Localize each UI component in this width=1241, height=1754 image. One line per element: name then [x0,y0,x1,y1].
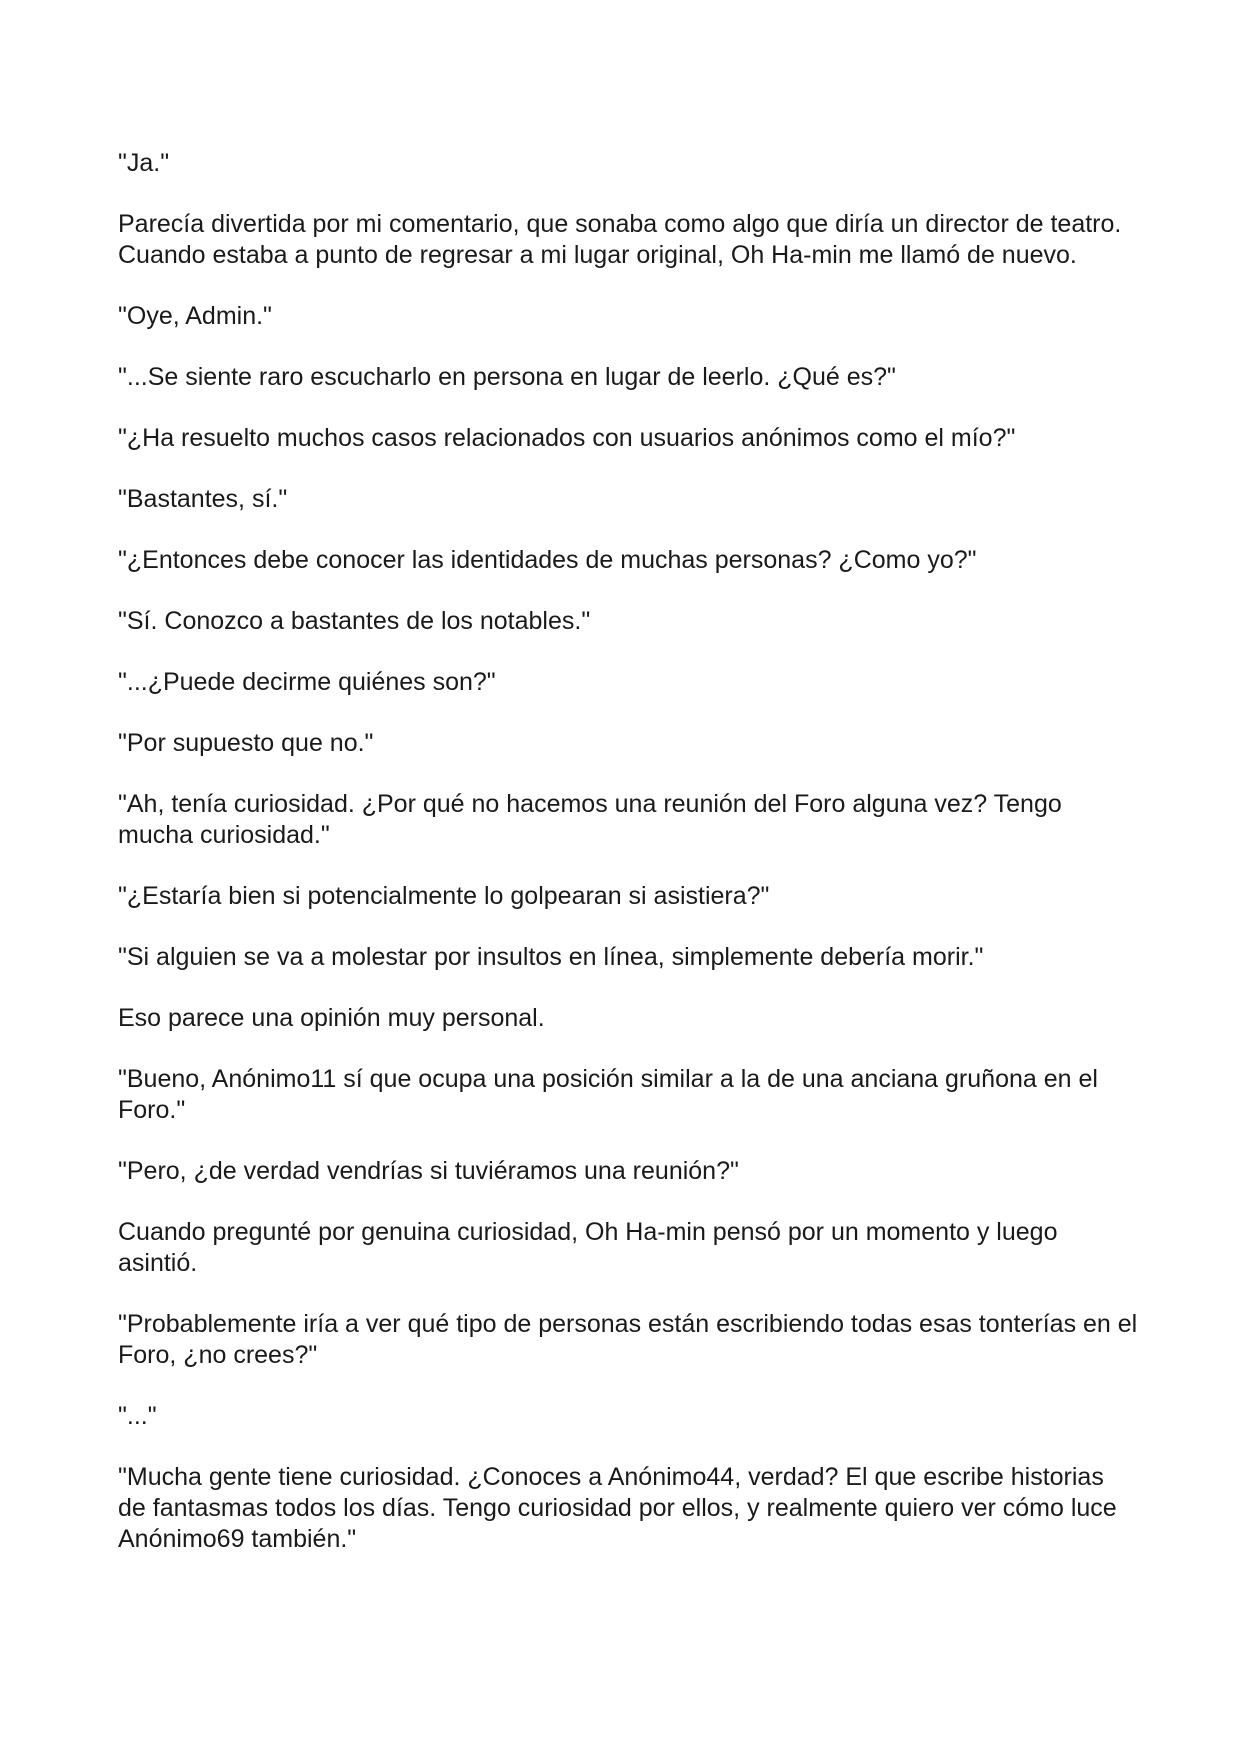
paragraph: "..." [118,1402,157,1430]
paragraph: "Bueno, Anónimo11 sí que ocupa una posición similar a la de una anciana gruñona en el Foro." [118,1065,1098,1124]
paragraph: "Si alguien se va a molestar por insultos en línea, simplemente debería morir." [118,943,984,971]
paragraph: "Sí. Conozco a bastantes de los notables." [118,607,591,635]
paragraph: "Ah, tenía curiosidad. ¿Por qué no hacemos una reunión del Foro alguna vez? Tengo mucha curiosidad." [118,790,1062,849]
paragraph: "¿Ha resuelto muchos casos relacionados con usuarios anónimos como el mío?" [118,424,1016,452]
paragraph: "Por supuesto que no." [118,729,374,757]
document-body [118,148,1138,1585]
paragraph: "...¿Puede decirme quiénes son?" [118,668,496,696]
paragraph: "Pero, ¿de verdad vendrías si tuviéramos una reunión?" [118,1157,739,1185]
paragraph: "¿Entonces debe conocer las identidades de muchas personas? ¿Como yo?" [118,546,977,574]
paragraph: Parecía divertida por mi comentario, que sonaba como algo que diría un director de teatro. Cuando estaba a punto de regresar a mi lugar original, Oh Ha-min me llamó de nuevo. [118,210,1122,269]
paragraph: "Ja." [118,149,170,177]
paragraph: "Oye, Admin." [118,302,272,330]
paragraph: "Mucha gente tiene curiosidad. ¿Conoces a Anónimo44, verdad? El que escribe historias de fantasmas todos los días. Tengo curiosidad por ellos, y realmente quiero ver cómo luce Anónimo69 también." [118,1463,1117,1553]
paragraph: "...Se siente raro escucharlo en persona en lugar de leerlo. ¿Qué es?" [118,363,896,391]
paragraph: "¿Estaría bien si potencialmente lo golpearan si asistiera?" [118,882,770,910]
paragraph: Cuando pregunté por genuina curiosidad, Oh Ha-min pensó por un momento y luego asintió. [118,1218,1058,1277]
paragraph: Eso parece una opinión muy personal. [118,1004,545,1032]
paragraph: "Bastantes, sí." [118,485,288,513]
paragraph: "Probablemente iría a ver qué tipo de personas están escribiendo todas esas tonterías en el Foro, ¿no crees?" [118,1310,1138,1369]
